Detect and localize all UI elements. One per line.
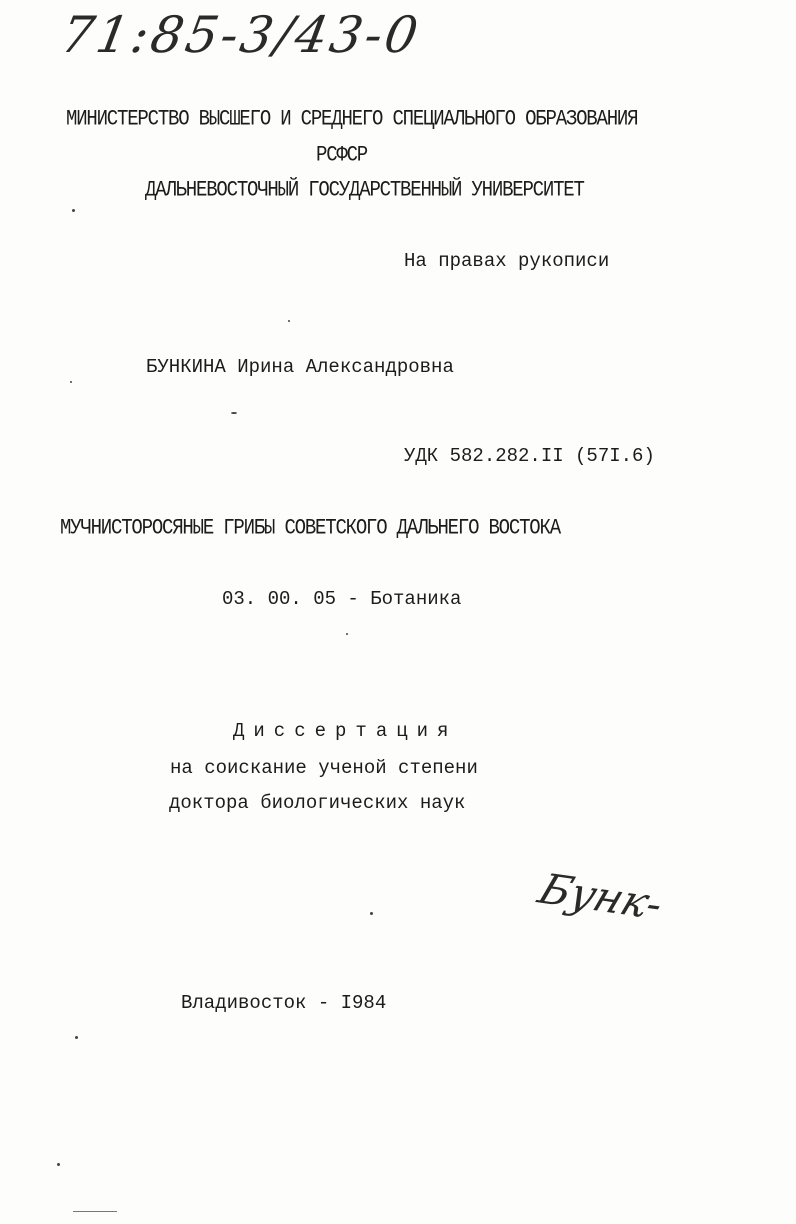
udc-code: УДК 582.282.II (57I.6) xyxy=(404,445,655,467)
scan-speck xyxy=(72,209,75,212)
scan-speck xyxy=(370,912,373,915)
republic-heading: РСФСР xyxy=(316,142,368,168)
dissertation-label: Диссертация xyxy=(233,720,458,742)
author-signature: Бунк- xyxy=(532,864,671,929)
scan-speck xyxy=(70,381,72,383)
degree-line-2: доктора биологических наук xyxy=(169,792,466,814)
scan-speck xyxy=(346,633,348,635)
university-heading: ДАЛЬНЕВОСТОЧНЫЙ ГОСУДАРСТВЕННЫЙ УНИВЕРСИТЕТ xyxy=(145,177,584,203)
city-year: Владивосток - I984 xyxy=(181,992,387,1014)
scan-speck xyxy=(231,412,237,414)
author-name: БУНКИНА Ирина Александровна xyxy=(146,356,454,378)
scan-speck xyxy=(288,320,290,322)
specialty-code: 03. 00. 05 - Ботаника xyxy=(222,588,462,610)
scan-speck xyxy=(73,1211,117,1212)
scan-speck xyxy=(57,1163,60,1166)
dissertation-title: МУЧНИСТОРОСЯНЫЕ ГРИБЫ СОВЕТСКОГО ДАЛЬНЕГО ВОСТОКА xyxy=(60,515,560,541)
degree-line-1: на соискание ученой степени xyxy=(170,757,478,779)
ministry-heading: МИНИСТЕРСТВО ВЫСШЕГО И СРЕДНЕГО СПЕЦИАЛЬНОГО ОБРАЗОВАНИЯ xyxy=(66,106,638,132)
manuscript-rights-note: На правах рукописи xyxy=(404,250,610,272)
scan-speck xyxy=(75,1036,78,1039)
archive-stamp: 71:85-3/43-0 xyxy=(56,6,426,64)
